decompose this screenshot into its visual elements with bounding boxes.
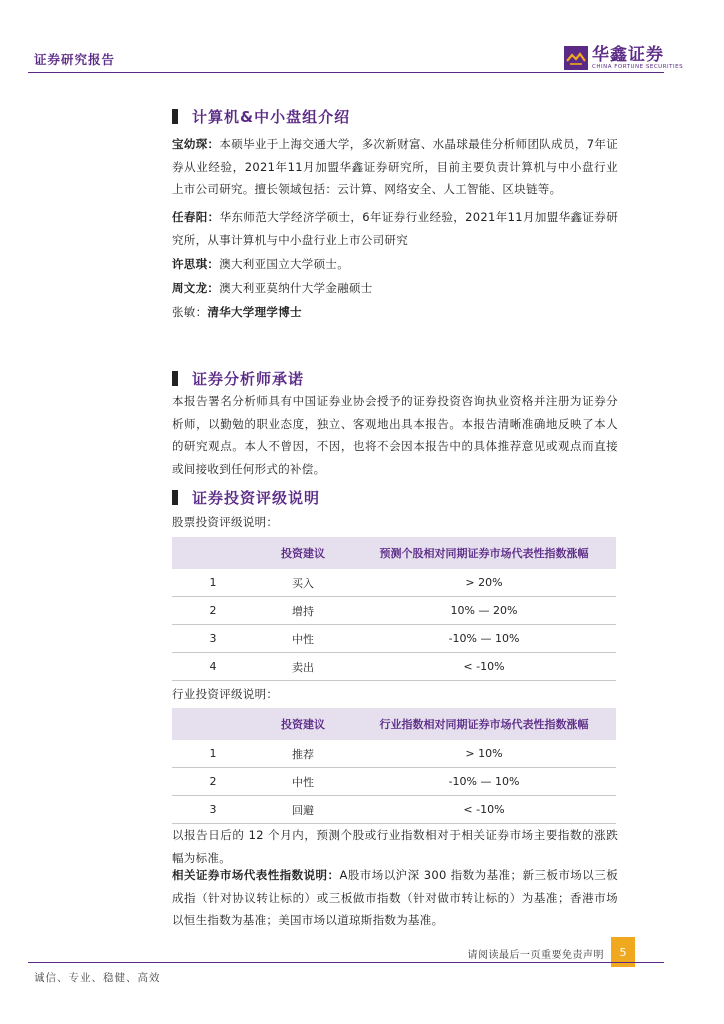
table-header-cell: 行业指数相对同期证券市场代表性指数涨幅 bbox=[352, 708, 616, 740]
member-desc: 澳大利亚国立大学硕士。 bbox=[219, 257, 350, 271]
table-row bbox=[172, 796, 616, 824]
table-row bbox=[172, 653, 616, 681]
table-header-cell bbox=[172, 708, 254, 740]
logo-icon bbox=[564, 46, 588, 70]
member-name: 周文龙： bbox=[172, 281, 220, 295]
table-cell: < -10% bbox=[352, 796, 616, 824]
table-cell: -10% — 10% bbox=[352, 625, 616, 653]
section-bar bbox=[172, 490, 178, 505]
header-label: 证券研究报告 bbox=[34, 52, 116, 67]
header-divider bbox=[28, 72, 664, 73]
stock-rating-table bbox=[172, 537, 616, 681]
rating-section-title bbox=[172, 487, 320, 508]
member-desc: 本硕毕业于上海交通大学，多次新财富、水晶球最佳分析师团队成员，7年证券从业经验，2021年11月加盟华鑫证券研究所，目前主要负责计算机与中小盘行业上市公司研究。擅长领域包括：云计算、网络安全、人工智能、区块链等。 bbox=[172, 137, 619, 196]
page-number: 5 bbox=[611, 937, 635, 967]
footer-motto: 诚信、专业、稳健、高效 bbox=[34, 972, 161, 984]
table-cell: 3 bbox=[172, 625, 254, 653]
member-bio bbox=[172, 206, 618, 251]
member-name: 张敏： bbox=[172, 305, 208, 319]
section-bar bbox=[172, 109, 178, 124]
table-header-row bbox=[172, 537, 616, 569]
table-cell: 1 bbox=[172, 569, 254, 597]
table-row bbox=[172, 625, 616, 653]
team-section-title bbox=[172, 106, 350, 127]
table-cell: 2 bbox=[172, 768, 254, 796]
member-name: 宝幼琛： bbox=[172, 137, 220, 151]
table-header-cell: 预测个股相对同期证券市场代表性指数涨幅 bbox=[352, 537, 616, 569]
table-row bbox=[172, 569, 616, 597]
commitment-title-text: 证券分析师承诺 bbox=[192, 370, 305, 388]
table-cell: 卖出 bbox=[254, 653, 352, 681]
table-header-cell bbox=[172, 537, 254, 569]
disclaimer-note: 请阅读最后一页重要免责声明 bbox=[467, 950, 604, 961]
table-row bbox=[172, 768, 616, 796]
member-name: 许思琪： bbox=[172, 257, 220, 271]
table-cell: < -10% bbox=[352, 653, 616, 681]
member-bio bbox=[172, 301, 618, 324]
member-bio bbox=[172, 253, 618, 276]
table-header-cell: 投资建议 bbox=[254, 537, 352, 569]
commitment-text: 本报告署名分析师具有中国证券业协会授予的证券投资咨询执业资格并注册为证券分析师，以勤勉的职业态度，独立、客观地出具本报告。本报告清晰准确地反映了本人的研究观点。本人不曾因，不因，也将不会因本报告中的具体推荐意见或观点而直接或间接收到任何形式的补偿。 bbox=[172, 394, 618, 476]
index-note-text: A股市场以沪深 300 指数为基准；新三板市场以三板成指（针对协议转让标的）或三板做市指数（针对做市转让标的）为基准；香港市场以恒生指数为基准；美国市场以道琼斯指数为基准。 bbox=[172, 868, 618, 927]
table-cell: 回避 bbox=[254, 796, 352, 824]
table-row bbox=[172, 740, 616, 768]
table-cell: 中性 bbox=[254, 625, 352, 653]
index-note bbox=[172, 864, 618, 932]
table-cell: 3 bbox=[172, 796, 254, 824]
table-cell: 增持 bbox=[254, 597, 352, 625]
table-cell: 4 bbox=[172, 653, 254, 681]
logo-text-cn: 华鑫证券 bbox=[592, 45, 664, 65]
table-cell: 10% — 20% bbox=[352, 597, 616, 625]
member-name: 任春阳： bbox=[172, 210, 220, 224]
stock-rating-label: 股票投资评级说明： bbox=[172, 515, 279, 529]
table-cell: 推荐 bbox=[254, 740, 352, 768]
member-desc: 清华大学理学博士 bbox=[207, 305, 302, 319]
commitment-section-title bbox=[172, 368, 304, 389]
rating-note: 以报告日后的 12 个月内，预测个股或行业指数相对于相关证券市场主要指数的涨跌幅为标准。 bbox=[172, 828, 618, 865]
logo bbox=[564, 46, 683, 70]
table-header-cell: 投资建议 bbox=[254, 708, 352, 740]
table-header-row bbox=[172, 708, 616, 740]
footer-divider bbox=[28, 962, 664, 963]
index-note-label: 相关证券市场代表性指数说明： bbox=[172, 868, 340, 882]
table-cell: 1 bbox=[172, 740, 254, 768]
member-bio bbox=[172, 133, 618, 201]
table-cell: 2 bbox=[172, 597, 254, 625]
table-cell: > 20% bbox=[352, 569, 616, 597]
table-cell: -10% — 10% bbox=[352, 768, 616, 796]
industry-rating-label: 行业投资评级说明： bbox=[172, 687, 279, 701]
table-cell: 中性 bbox=[254, 768, 352, 796]
member-desc: 华东师范大学经济学硕士，6年证券行业经验，2021年11月加盟华鑫证券研究所，从事计算机与中小盘行业上市公司研究 bbox=[172, 210, 618, 247]
table-cell: 买入 bbox=[254, 569, 352, 597]
industry-rating-table bbox=[172, 708, 616, 824]
logo-text-en: CHINA FORTUNE SECURITIES bbox=[592, 64, 684, 70]
table-cell: > 10% bbox=[352, 740, 616, 768]
team-title-text: 计算机&中小盘组介绍 bbox=[192, 108, 351, 126]
rating-title-text: 证券投资评级说明 bbox=[192, 489, 321, 507]
member-bio bbox=[172, 277, 618, 300]
table-row bbox=[172, 597, 616, 625]
section-bar bbox=[172, 371, 178, 386]
member-desc: 澳大利亚莫纳什大学金融硕士 bbox=[219, 281, 373, 295]
